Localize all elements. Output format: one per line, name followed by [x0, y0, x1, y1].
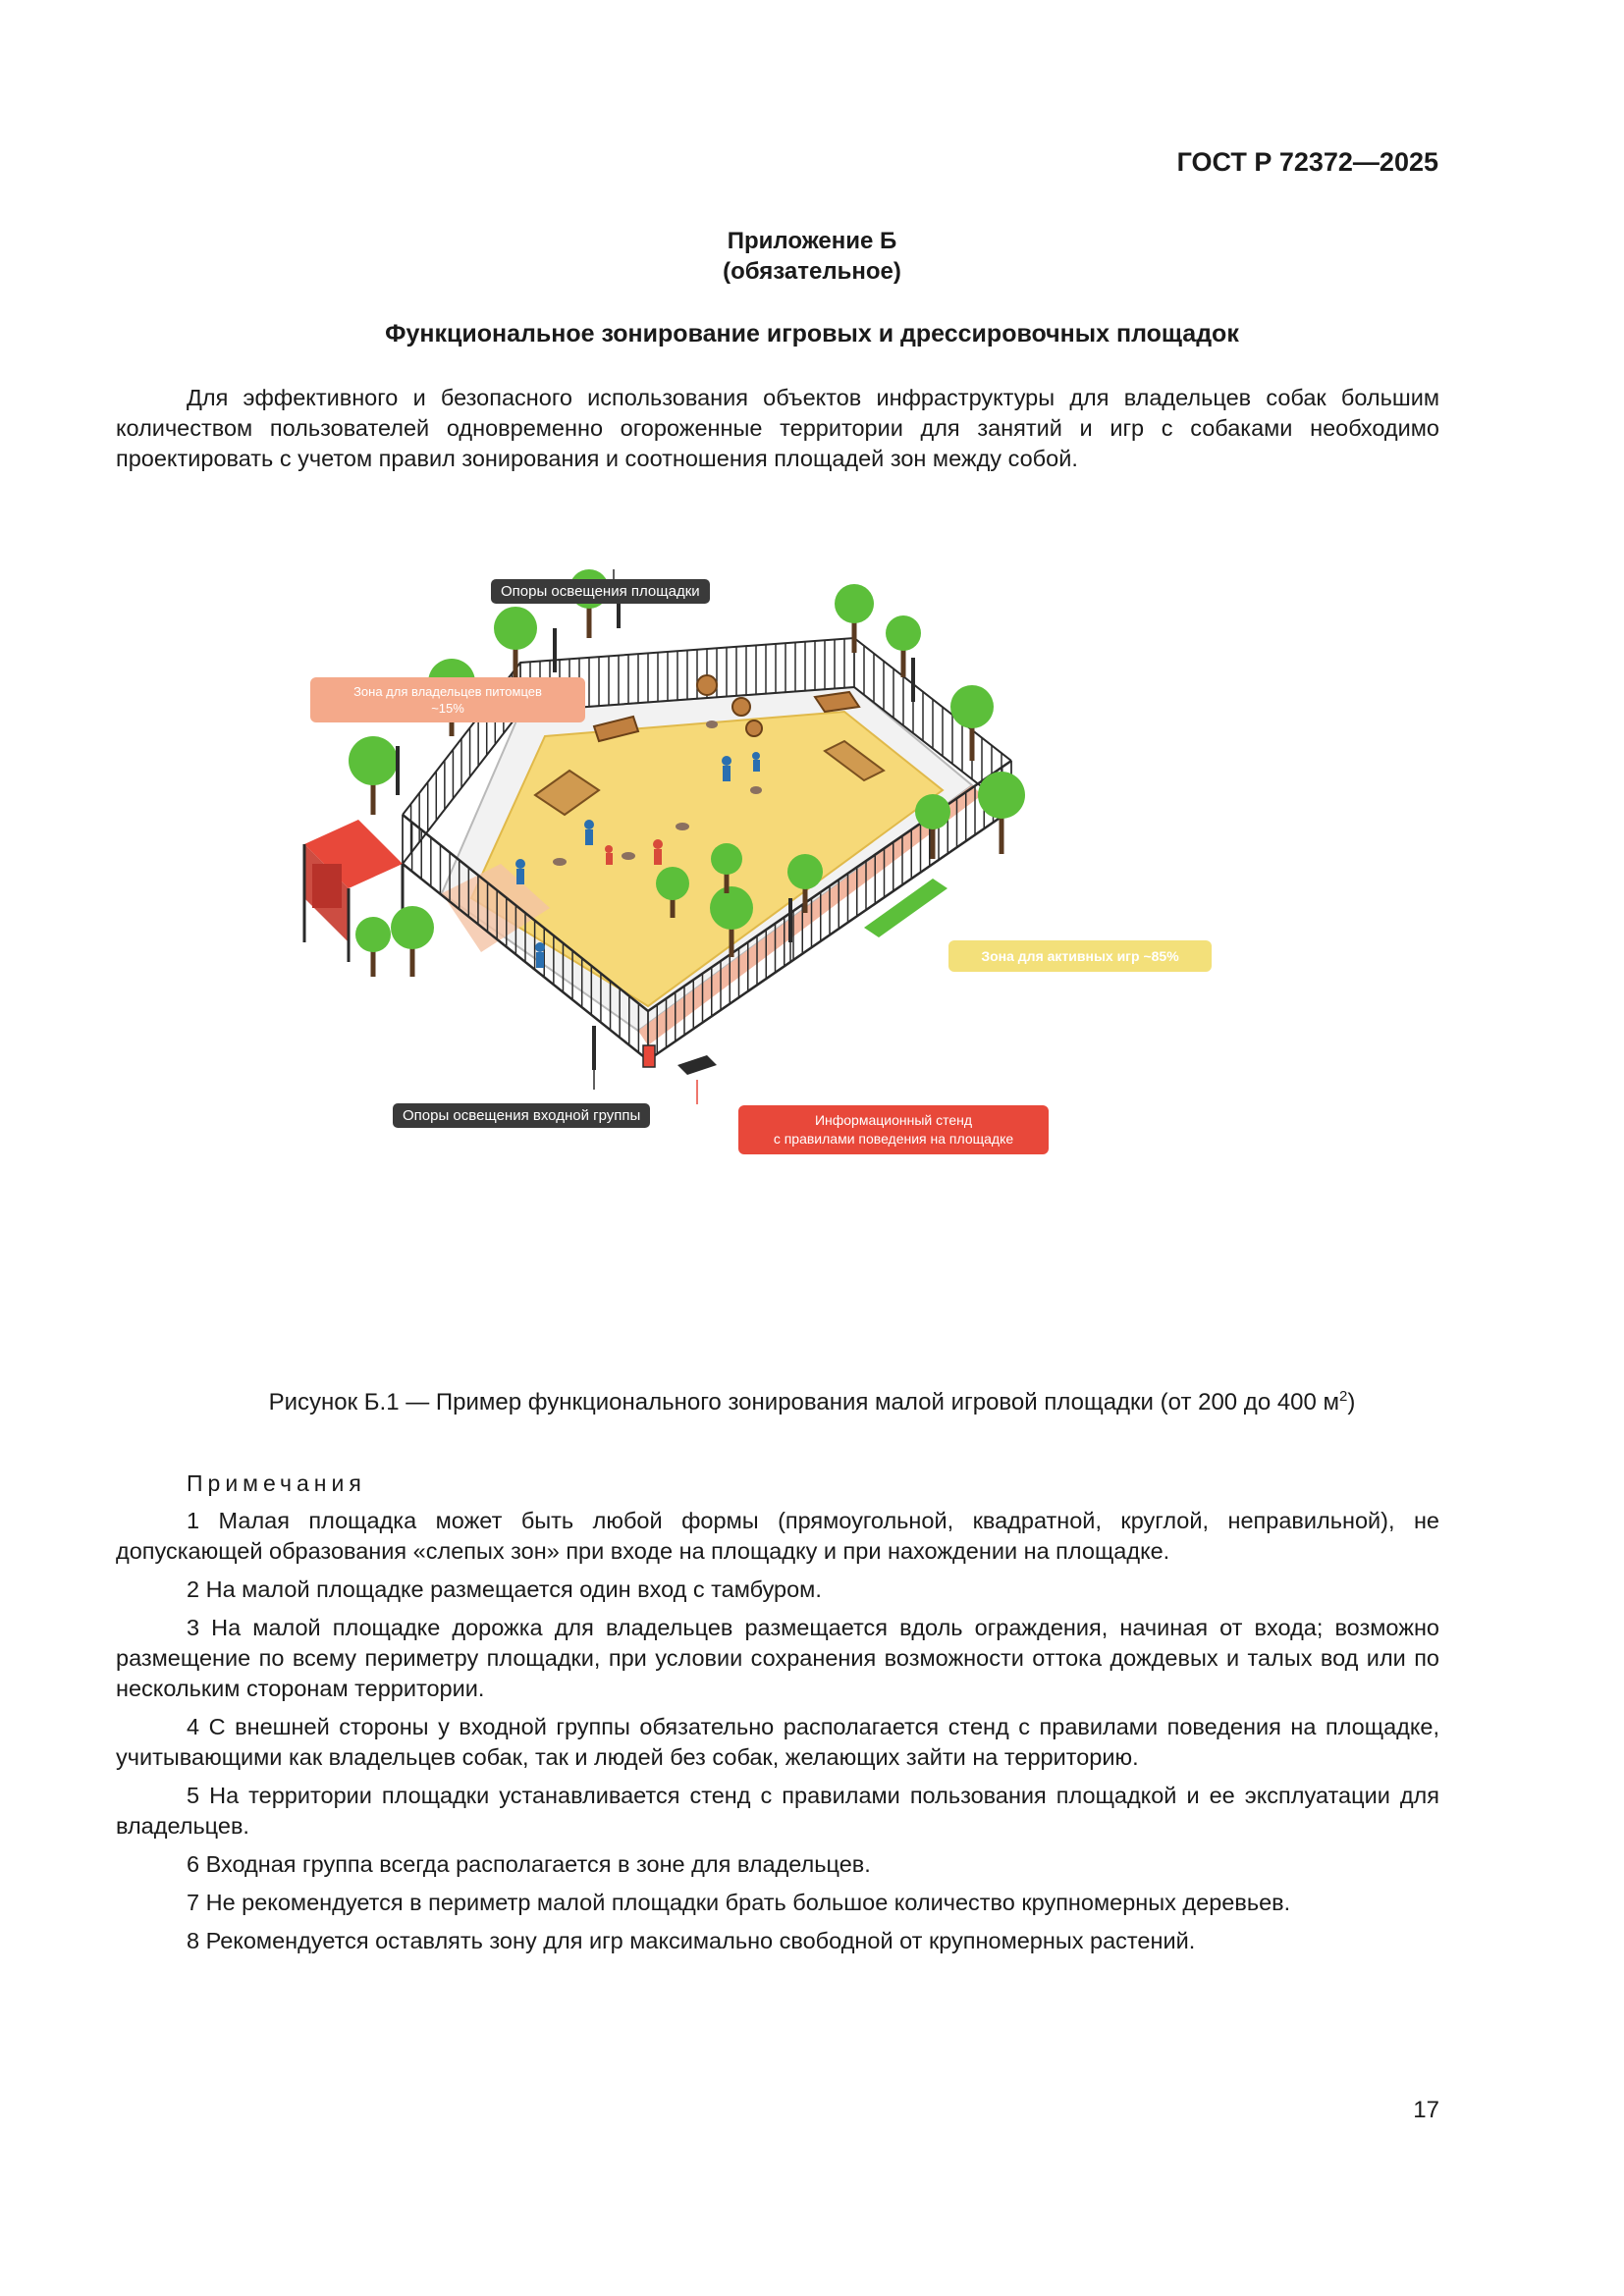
- playground-illustration: [295, 569, 1208, 1158]
- label-lighting-site: Опоры освещения площадки: [491, 579, 710, 604]
- label-owner-zone: [310, 677, 585, 722]
- bench: [677, 1055, 717, 1075]
- note-item: 8 Рекомендуется оставлять зону для игр максимально свободной от крупномерных растений.: [187, 1928, 1196, 1953]
- hedge: [864, 879, 947, 937]
- note-item: 1 Малая площадка может быть любой формы (прямоугольной, квадратной, круглой, неправильной), не допускающей образования «слепых зон» при входе на площадку и при нахождении на площадке.: [116, 1508, 1439, 1564]
- notes-list: [116, 1506, 1439, 1964]
- note-item: 5 На территории площадки устанавливается стенд с правилами пользования площадкой и ее эксплуатации для владельцев.: [116, 1783, 1439, 1839]
- label-info-stand: [738, 1105, 1049, 1154]
- info-stand-line-2: с правилами поведения на площадке: [773, 1131, 1014, 1147]
- label-play-zone: Зона для активных игр ~85%: [948, 940, 1212, 972]
- label-lighting-entrance: Опоры освещения входной группы: [393, 1103, 650, 1128]
- info-stand-line-1: Информационный стенд: [814, 1112, 973, 1128]
- note-item: 4 С внешней стороны у входной группы обязательно располагается стенд с правилами поведения на площадке, учитывающими как владельцев собак, так и людей без собак, желающих зайти на территорию.: [116, 1714, 1439, 1770]
- tree: [355, 917, 391, 977]
- caption-text: Рисунок Б.1 — Пример функционального зонирования малой игровой площадки (от 200 до 400 м: [268, 1389, 1340, 1415]
- owner-zone-share: ~15%: [431, 701, 464, 716]
- page-number: 17: [1413, 2097, 1439, 2123]
- caption-superscript: 2: [1339, 1388, 1348, 1405]
- notes-title: Примечания: [187, 1470, 366, 1496]
- caption-closing: ): [1347, 1389, 1356, 1415]
- tree: [835, 584, 874, 653]
- note-item: 7 Не рекомендуется в периметр малой площадки брать большое количество крупномерных деревьев.: [187, 1890, 1291, 1915]
- info-stand-sign: [643, 1045, 655, 1067]
- appendix-status: (обязательное): [723, 258, 901, 285]
- tree: [950, 685, 994, 761]
- note-item: 2 На малой площадке размещается один вход с тамбуром.: [187, 1576, 822, 1602]
- appendix-title: Приложение Б: [727, 228, 897, 254]
- standard-code: ГОСТ Р 72372—2025: [1176, 147, 1438, 177]
- tree: [886, 615, 921, 677]
- tree: [391, 906, 434, 977]
- tree: [978, 772, 1025, 854]
- tree: [349, 736, 398, 815]
- intro-paragraph: Для эффективного и безопасного использования объектов инфраструктуры для владельцев собак большим количеством пользователей одновременно огороженные территории для занятий и игр с собаками необходимо проектировать с учетом правил зонирования и соотношения площадей зон между собой.: [116, 385, 1439, 471]
- note-item: 6 Входная группа всегда располагается в зоне для владельцев.: [187, 1851, 871, 1877]
- owner-zone-text: Зона для владельцев питомцев: [353, 684, 542, 699]
- section-title: Функциональное зонирование игровых и дрессировочных площадок: [385, 320, 1239, 347]
- note-item: 3 На малой площадке дорожка для владельцев размещается вдоль ограждения, начиная от входа; возможно размещение по всему периметру площадки, при условии сохранения возможности оттока дождевых и талых вод или по нескольким сторонам территории.: [116, 1615, 1439, 1701]
- figure-caption: [0, 1388, 1624, 1416]
